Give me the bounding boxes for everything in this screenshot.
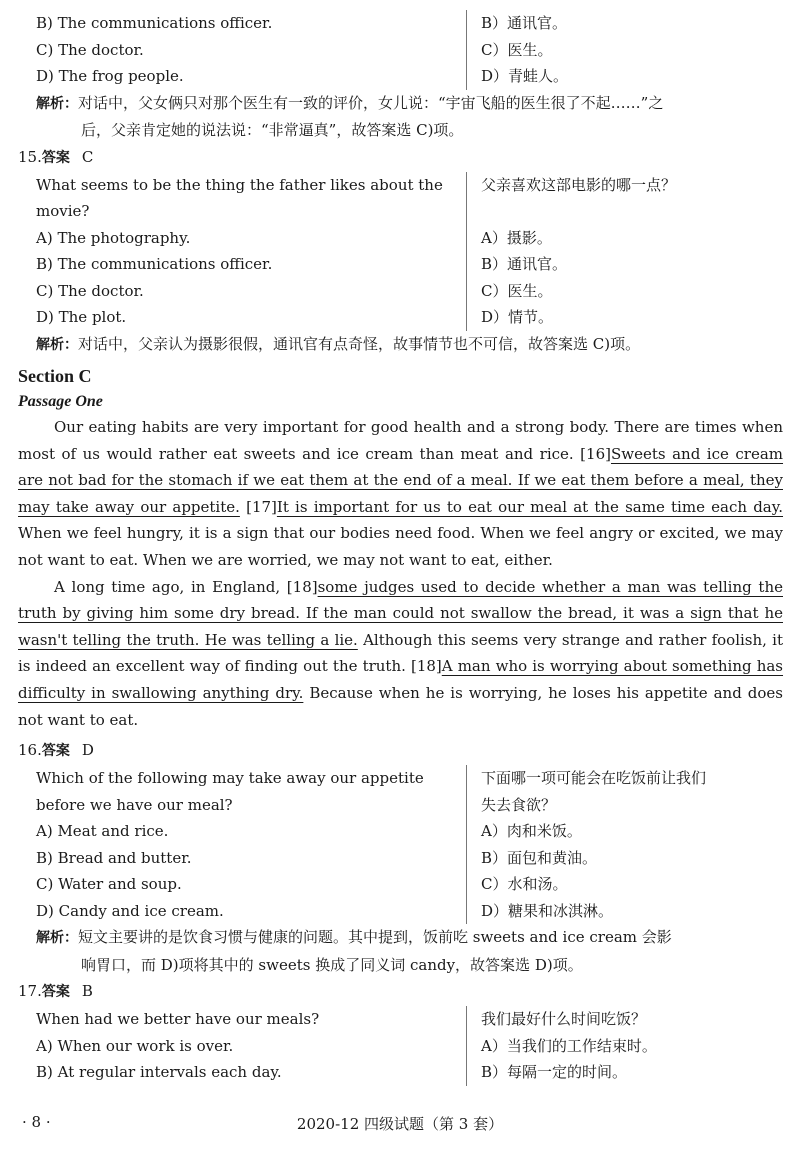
q15-analysis-text: 对话中，父亲认为摄影很假，通讯官有点奇怪，故事情节也不可信，故答案选 C)项。: [78, 334, 641, 353]
q16-option-a-en: A) Meat and rice.: [36, 822, 169, 841]
q15-option-b-en: B) The communications officer.: [36, 255, 273, 273]
q14-options-table: [18, 10, 783, 90]
q17-answer-value: B: [81, 982, 93, 1001]
q17-question-en: When had we better have our meals?: [36, 1010, 320, 1029]
answer-label: 答案: [41, 149, 70, 166]
q17-option-b-en: B) At regular intervals each day.: [36, 1063, 282, 1082]
q16-zh-column: [466, 765, 783, 924]
q17-zh-column: [466, 1006, 783, 1086]
p1-text-a: Our eating habits are very important for good health and a strong body. There are times when most of us would rather eat sweets and ice cream than meat and rice. [16]: [18, 418, 783, 463]
q14-option-b-en: B) The communications officer.: [36, 14, 273, 32]
passage-paragraph-2: [18, 574, 783, 734]
q16-analysis-line2: 响胃口，而 D)项将其中的 sweets 换成了同义词 candy，故答案选 D)项。: [81, 955, 583, 974]
p1-text-b: [17]: [239, 497, 277, 516]
q14-option-c-en: C) The doctor.: [36, 40, 144, 59]
q14-analysis-line1: 对话中，父女俩只对那个医生有一致的评价，女儿说：“宇宙飞船的医生很了不起……”之: [78, 93, 664, 112]
p1-underline-17: It is important for us to eat our meal at the same time each day.: [276, 497, 784, 516]
q14-option-b-zh: B）通讯官。: [481, 14, 568, 32]
q17-table: [18, 1006, 783, 1086]
analysis-label: 解析：: [36, 336, 78, 353]
page-content: [18, 10, 783, 1086]
q14-option-d-en: D) The frog people.: [36, 67, 184, 85]
q16-question-zh-1: 下面哪一项可能会在吃饭前让我们: [481, 769, 707, 788]
q15-question-zh: 父亲喜欢这部电影的哪一点？: [481, 175, 677, 194]
q14-options-en: [18, 10, 466, 90]
q16-analysis: [18, 924, 783, 978]
q15-answer: [18, 144, 783, 172]
q17-option-a-zh: A）当我们的工作结束时。: [481, 1036, 657, 1055]
q16-answer-value: D: [81, 741, 94, 760]
q17-answer: [18, 978, 783, 1006]
answer-label: 答案: [41, 743, 70, 760]
p1-underline-16: Sweets and ice cream are not bad for the stomach if we eat them at the end of a meal. If we eat them before a meal, they may take away our appetite.: [18, 444, 784, 516]
q16-option-d-zh: D）糖果和冰淇淋。: [481, 901, 614, 920]
q14-option-c-zh: C）医生。: [481, 40, 553, 59]
q15-option-d-en: D) The plot.: [36, 308, 127, 326]
q15-question-en-2: movie?: [36, 202, 90, 220]
q16-question-zh-2: 失去食欲？: [481, 795, 557, 814]
analysis-label: 解析：: [36, 95, 78, 112]
q14-options-zh: [466, 10, 783, 90]
q16-option-c-en: C) Water and soup.: [36, 875, 182, 894]
passage-paragraph-1: [18, 414, 783, 574]
q15-analysis: [18, 331, 783, 359]
q16-option-d-en: D) Candy and ice cream.: [36, 901, 224, 920]
p2-underline-18b: A man who is worrying about something has difficulty in swallowing anything dry.: [18, 657, 784, 702]
p2-text-b: Although this seems very strange and rather foolish, it is indeed an excellent way of finding out the truth. [18]: [18, 630, 783, 676]
q16-number: 16.: [18, 741, 42, 760]
q14-analysis: [18, 90, 783, 144]
q14-analysis-line2: 后，父亲肯定她的说法说：“非常逼真”，故答案选 C)项。: [81, 121, 464, 139]
answer-label: 答案: [41, 984, 70, 1001]
q15-option-c-en: C) The doctor.: [36, 281, 144, 300]
q17-option-b-zh: B）每隔一定的时间。: [481, 1063, 628, 1082]
q15-option-b-zh: B）通讯官。: [481, 255, 568, 273]
q17-option-a-en: A) When our work is over.: [36, 1036, 234, 1055]
q15-option-a-en: A) The photography.: [36, 228, 191, 247]
p2-text-a: A long time ago, in England, [18]: [54, 577, 318, 596]
page-number: · 8 ·: [22, 1113, 51, 1131]
q14-option-d-zh: D）青蛙人。: [481, 67, 569, 85]
analysis-label: 解析：: [36, 930, 78, 947]
q15-blank-line: [481, 198, 783, 225]
q15-option-a-zh: A）摄影。: [481, 228, 552, 247]
q17-question-zh: 我们最好什么时间吃饭？: [481, 1010, 647, 1029]
q15-table: [18, 172, 783, 331]
passage-one-heading: Passage One: [18, 393, 103, 410]
q16-table: [18, 765, 783, 924]
q16-en-column: [18, 765, 466, 924]
p2-underline-18a: some judges used to decide whether a man was telling the truth by giving him some dry bread. If the man could not swallow the bread, it was a sign that he wasn't telling the truth. He was telling a lie.: [18, 577, 783, 649]
q15-number: 15.: [18, 147, 42, 166]
q17-number: 17.: [18, 982, 42, 1001]
section-c-heading: Section C: [18, 366, 92, 386]
q16-answer: [18, 737, 783, 765]
q15-answer-value: C: [81, 147, 94, 166]
q16-question-en-2: before we have our meal?: [36, 795, 233, 814]
q15-question-en-1: What seems to be the thing the father likes about the: [36, 175, 443, 194]
p2-text-c: Because when he is worrying, he loses his appetite and does not want to eat.: [18, 683, 783, 729]
q15-zh-column: [466, 172, 783, 331]
q16-option-a-zh: A）肉和米饭。: [481, 822, 582, 841]
q16-option-b-zh: B）面包和黄油。: [481, 848, 598, 867]
q16-option-b-en: B) Bread and butter.: [36, 848, 192, 867]
q15-en-column: [18, 172, 466, 331]
q16-analysis-line1: 短文主要讲的是饮食习惯与健康的问题。其中提到，饭前吃 sweets and ice cream 会影: [78, 928, 672, 947]
footer-title: 2020-12 四级试题（第 3 套）: [296, 1115, 504, 1133]
q16-question-en-1: Which of the following may take away our appetite: [36, 769, 424, 788]
q15-option-c-zh: C）医生。: [481, 281, 553, 300]
p1-text-c: When we feel hungry, it is a sign that our bodies need food. When we feel angry or excited, we may not want to eat. When we are worried, we may not want to eat, either.: [18, 524, 783, 569]
q16-option-c-zh: C）水和汤。: [481, 875, 568, 894]
q15-option-d-zh: D）情节。: [481, 308, 554, 326]
q17-en-column: [18, 1006, 466, 1086]
